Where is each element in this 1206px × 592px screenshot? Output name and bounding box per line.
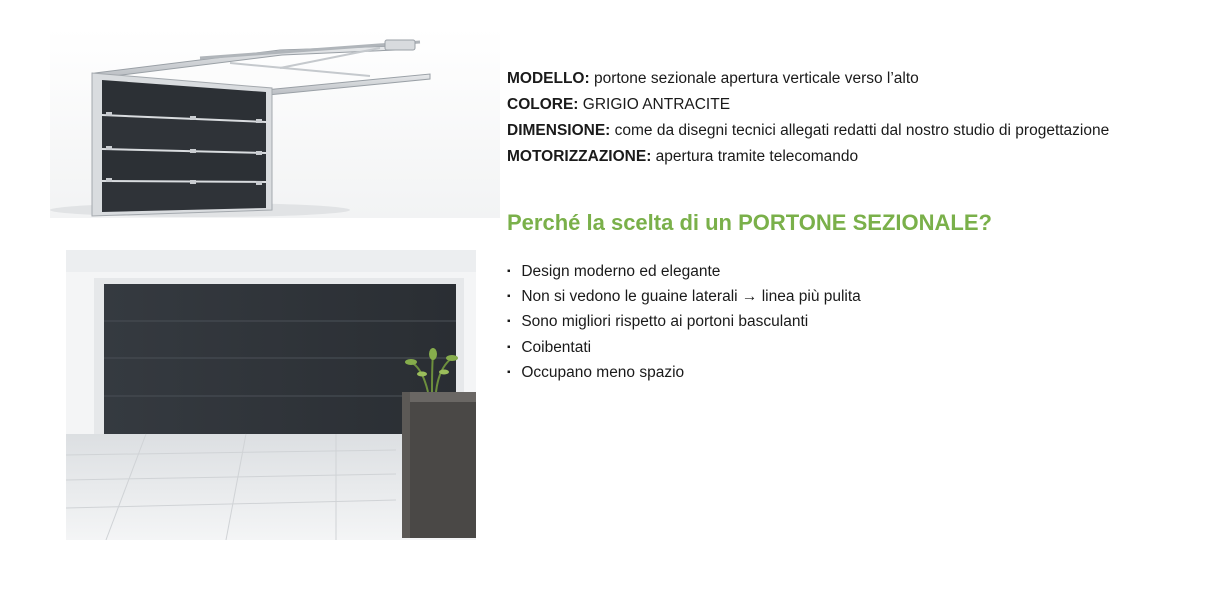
spec-label: DIMENSIONE: — [507, 122, 611, 139]
spec-dimensione — [507, 118, 1202, 144]
benefit-text: Design moderno ed elegante — [521, 263, 721, 280]
square-bullet-icon: ▪ — [507, 341, 511, 353]
benefit-text: Coibentati — [521, 338, 592, 356]
spec-value: GRIGIO ANTRACITE — [578, 96, 731, 113]
spec-label: COLORE: — [507, 96, 579, 113]
spec-motorizzazione — [507, 144, 1202, 170]
spec-modello — [507, 66, 1202, 92]
garage-door-installed-photo — [66, 250, 476, 540]
list-item — [507, 259, 861, 284]
benefit-text: Non si vedono le guaine laterali → linea più pulita — [521, 288, 861, 306]
square-bullet-icon: ▪ — [507, 266, 511, 277]
square-bullet-icon: ▪ — [507, 366, 511, 378]
list-item — [507, 309, 861, 334]
list-item — [507, 360, 861, 385]
section-heading: Perché la scelta di un PORTONE SEZIONALE? — [507, 210, 992, 235]
sectional-door-mechanism-photo — [50, 28, 500, 218]
benefit-text: Sono migliori rispetto ai portoni basculanti — [521, 313, 809, 331]
square-bullet-icon: ▪ — [507, 316, 511, 328]
list-item — [507, 284, 861, 309]
list-item — [507, 335, 861, 360]
square-bullet-icon: ▪ — [507, 291, 511, 303]
spec-value: come da disegni tecnici allegati redatti dal nostro studio di progettazione — [610, 122, 1110, 139]
benefits-list — [507, 259, 861, 385]
spec-label: MOTORIZZAZIONE: — [507, 148, 652, 165]
spec-value: apertura tramite telecomando — [651, 148, 859, 165]
spec-value: portone sezionale apertura verticale verso l’alto — [589, 70, 919, 87]
spec-label: MODELLO: — [507, 70, 590, 87]
benefit-text: Occupano meno spazio — [521, 363, 685, 381]
product-specs — [507, 66, 1202, 170]
spec-colore — [507, 92, 1202, 118]
